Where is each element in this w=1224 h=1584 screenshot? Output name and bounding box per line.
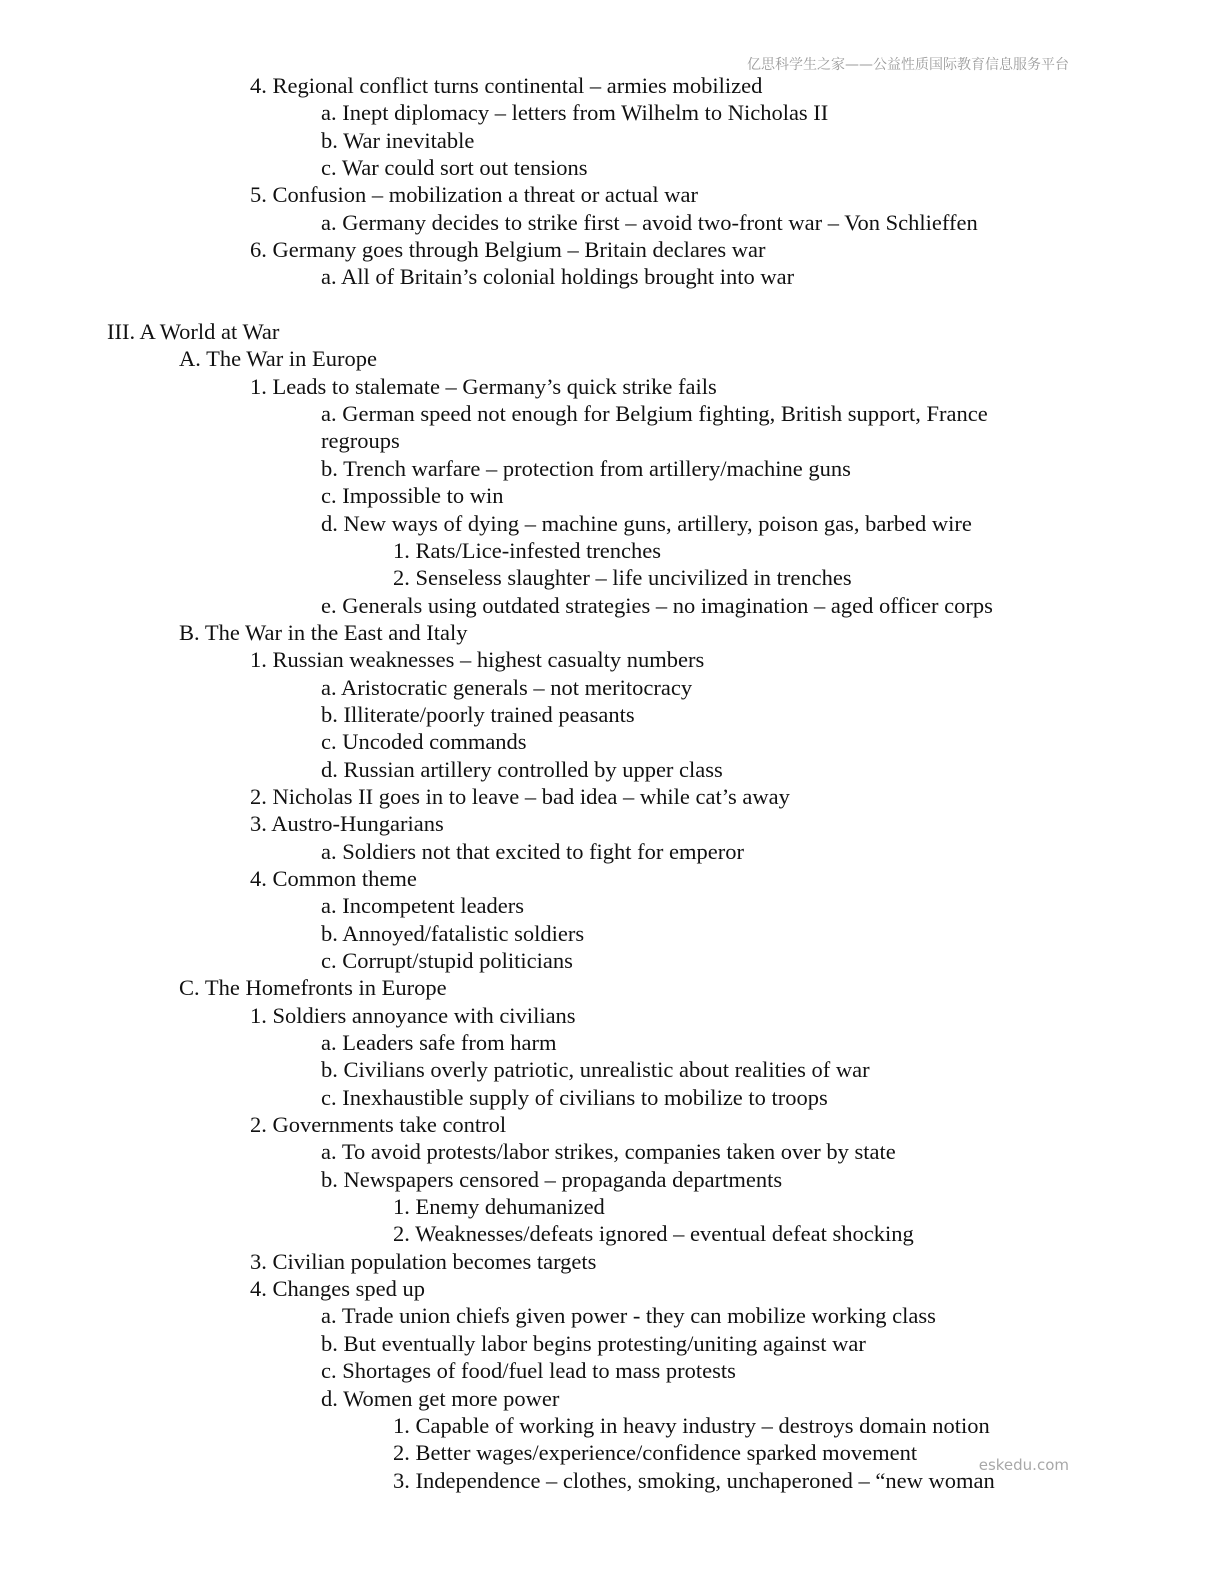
outline-item-level-3: b. Illiterate/poorly trained peasants	[321, 701, 635, 727]
watermark-footer: eskedu.com	[978, 1456, 1069, 1474]
outline-item-level-3: a. All of Britain’s colonial holdings brought into war	[321, 264, 795, 290]
outline-item-level-2: 1. Russian weaknesses – highest casualty numbers	[250, 647, 705, 673]
outline-item-level-3: c. Inexhaustible supply of civilians to mobilize to troops	[321, 1084, 828, 1110]
outline-item-level-3: d. Women get more power	[321, 1385, 560, 1411]
outline-item-level-3: a. Germany decides to strike first – avoid two-front war – Von Schlieffen	[321, 209, 978, 235]
outline-item-level-2: 2. Governments take control	[250, 1112, 507, 1138]
blank-line	[0, 291, 1224, 318]
outline-item-level-2: 3. Civilian population becomes targets	[250, 1248, 597, 1274]
outline-item-level-2: 1. Soldiers annoyance with civilians	[250, 1002, 576, 1028]
outline-item-level-3: a. Aristocratic generals – not meritocracy	[321, 674, 693, 700]
outline-item-level-4: 2. Senseless slaughter – life uncivilized in trenches	[393, 565, 852, 591]
outline-item-level-3: a. Soldiers not that excited to fight for emperor	[321, 838, 745, 864]
outline-item-level-3: b. Annoyed/fatalistic soldiers	[321, 920, 585, 946]
outline-item-level-4: 1. Rats/Lice-infested trenches	[393, 537, 662, 563]
outline-item-level-3: d. Russian artillery controlled by upper class	[321, 756, 723, 782]
outline-item-level-3: d. New ways of dying – machine guns, artillery, poison gas, barbed wire	[321, 510, 972, 536]
outline-item-level-3: b. Newspapers censored – propaganda departments	[321, 1166, 783, 1192]
outline-item-level-3: b. War inevitable	[321, 127, 475, 153]
outline-item-level-4: 1. Capable of working in heavy industry – destroys domain notion	[393, 1412, 990, 1438]
outline-item-level-3: c. War could sort out tensions	[321, 155, 588, 181]
outline-item-level-3: regroups	[321, 428, 400, 454]
outline-item-level-2: 4. Common theme	[250, 865, 417, 891]
outline-item-level-3: b. Trench warfare – protection from artillery/machine guns	[321, 455, 851, 481]
outline-item-level-3: b. Civilians overly patriotic, unrealistic about realities of war	[321, 1057, 870, 1083]
outline-item-level-4: 1. Enemy dehumanized	[393, 1194, 605, 1220]
outline-item-level-3: a. Trade union chiefs given power - they can mobilize working class	[321, 1303, 936, 1329]
outline-item-level-0: III. A World at War	[107, 319, 280, 345]
outline-item-level-3: b. But eventually labor begins protesting/uniting against war	[321, 1330, 866, 1356]
outline-item-level-3: a. To avoid protests/labor strikes, companies taken over by state	[321, 1139, 896, 1165]
outline-item-level-2: 3. Austro-Hungarians	[250, 811, 444, 837]
outline-document	[0, 72, 1224, 1494]
outline-item-level-3: a. Incompetent leaders	[321, 893, 525, 919]
outline-item-level-3: c. Impossible to win	[321, 483, 504, 509]
outline-item-level-3: a. German speed not enough for Belgium fighting, British support, France	[321, 401, 988, 427]
outline-item-level-4: 2. Weaknesses/defeats ignored – eventual defeat shocking	[393, 1221, 914, 1247]
outline-item-level-3: c. Corrupt/stupid politicians	[321, 948, 573, 973]
outline-item-level-3: a. Leaders safe from harm	[321, 1030, 557, 1056]
outline-item-level-2: 6. Germany goes through Belgium – Britain declares war	[250, 237, 766, 263]
outline-item-level-3: a. Inept diplomacy – letters from Wilhelm to Nicholas II	[321, 100, 829, 126]
outline-item-level-3: e. Generals using outdated strategies – no imagination – aged officer corps	[321, 592, 993, 618]
outline-item-level-2: 1. Leads to stalemate – Germany’s quick strike fails	[250, 373, 717, 399]
outline-item-level-4: 2. Better wages/experience/confidence sparked movement	[393, 1440, 918, 1466]
outline-item-level-2: 2. Nicholas II goes in to leave – bad idea – while cat’s away	[250, 783, 790, 809]
outline-item-level-2: 4. Regional conflict turns continental – armies mobilized	[250, 73, 763, 98]
outline-item-level-3: c. Shortages of food/fuel lead to mass protests	[321, 1358, 736, 1384]
outline-item-level-1: B. The War in the East and Italy	[179, 619, 468, 645]
outline-item-level-2: 5. Confusion – mobilization a threat or actual war	[250, 182, 699, 208]
watermark-header: 亿思科学生之家——公益性质国际教育信息服务平台	[747, 57, 1069, 73]
outline-item-level-2: 4. Changes sped up	[250, 1276, 425, 1302]
outline-item-level-1: C. The Homefronts in Europe	[179, 975, 447, 1001]
outline-item-level-3: c. Uncoded commands	[321, 729, 527, 755]
outline-item-level-4: 3. Independence – clothes, smoking, unchaperoned – “new woman	[393, 1467, 995, 1493]
outline-item-level-1: A. The War in Europe	[179, 346, 377, 372]
